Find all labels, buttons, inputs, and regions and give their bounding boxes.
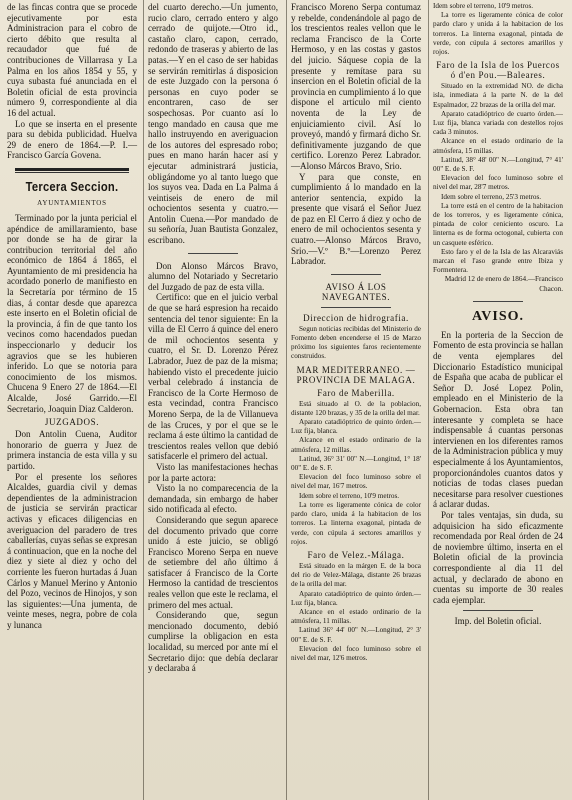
paragraph: En la porteria de la Seccion de Fomento de esta provincia se hallan de venta ejemplares del Diccionario Estadístico municipal de España que acaba de publicar el Señor D. José Lopez Polin, empleado en el Ministerio de la Gobernacion. Esta obra tan interesante y completa se hace indispensable á cuantas personas intervienen en los diferentes ramos de la Administracion pública y muy especialmente á los Ayuntamientos, proporcionándoles cuantos datos y noticias de todas clases puedan necesitarse para resolver cuestiones á aclarar dudas.: [433, 329, 563, 510]
paragraph: Francisco Moreno Serpa contumaz y rebelde, condenándole al pago de los trescientos reales vellon que le reclama Francisco de la Corte Hermoso, y en las costas y gastos del juicio. Sáquese copia de la presente y remítase para su insercion en el Boletin oficial de la provincia en cumplimiento á lo que dispone el artículo mil ciento noventa de la Ley de enjuiciamiento civil. Así lo proveyó, mandó y firmará dicho Sr. definitivamente juzgando de que certifico. Lorenzo Perez Labrador.—Alonso Márcos Bravo, Srio.: [291, 2, 421, 171]
imprint: Imp. del Boletin oficial.: [454, 616, 542, 627]
aviso-title: AVISO.: [471, 308, 525, 324]
paragraph: La torre está en el centro de la habitacion de los torreros, y es ligeramente cónica, pintada de color ceniciento oscuro. La linterna es de forma octogonal, cubierta con un casquete esférico.: [433, 201, 563, 247]
separator: [321, 307, 391, 308]
direccion-heading: Direccion de hidrografia.: [303, 312, 409, 323]
paragraph: Por el presente los señores Alcaldes, guardia civil y demas dependientes de la administracion de justicia se servirán practicar activas y eficaces diligencias en averiguacion del paradero de tres caballerías, cuyas señas se expresan á continuacion, que en la noche del diez y siete al diez y ocho del corriente les fueron hurtadas á Juan Cárlos y Manuel Merino y Antonio del Pozo, vecinos de Hinojos, y son las siguientes:—Una jumenta, de veinte meses, negra, pobre de cola y lunanca: [7, 471, 137, 630]
juzgados-heading: JUZGADOS.: [44, 417, 100, 428]
paragraph: Situado en la extremidad NO. de dicha isla, inmediata á la parte N. de la del Espalmador, 22 brazas de la orilla del mar.: [433, 82, 563, 109]
section-title: Tercera Seccion.: [25, 178, 119, 194]
paragraph: Segun noticias recibidas del Ministerio de Fomento deben encenderse el 15 de Marzo próximo los siguientes faros recientemente construidos.: [291, 324, 421, 361]
section-rule: [15, 172, 129, 173]
paragraph: Aparato catadióptrico de quinto órden.—Luz fija, blanca.: [291, 589, 421, 607]
column-1: [4, 0, 140, 800]
paragraph: Alcance en el estado ordinario de la atmósfera, 11 millas.: [291, 607, 421, 626]
paragraph: Considerando que segun aparece del documento privado que corre unido á este juicio, se obligó Francisco Moreno Serpa en nueve de setiembre del año último á satisfacer á Francisco de la Corte Hermoso la cantidad de trescientos reales vellon que este le reclama, el primero del mes actual.: [148, 514, 278, 610]
paragraph: Aparato catadióptrico de quinto órden.—Luz fija, blanca.: [291, 418, 421, 436]
paragraph: Está situado al O. de la poblacion, distante 120 brazas, y 35 de la orilla del mar.: [291, 399, 421, 417]
paragraph: Lo que se inserta en el presente para su debida publicidad. Huelva 29 de enero de 1864.—P. I.—Francisco García Govena.: [7, 118, 137, 161]
paragraph: Idem sobre el terreno, 25'3 metros.: [441, 192, 542, 201]
paragraph: Idem sobre el terreno, 10'9 metros.: [299, 491, 400, 500]
paragraph: Considerando que, segun mencionado documento, debió cumplirse la obligacion en esta localidad, su merced por ante mí el Secretario dijo: que debía declarar y declaraba á: [148, 610, 278, 674]
separator: [188, 253, 238, 254]
paragraph: Latitud 36° 44' 00" N.—Longitud, 2° 3' 00" E. de S. F.: [291, 626, 421, 644]
paragraph: Aparato catadióptrico de cuarto órden.—Luz fija, blanca variada con destellos rojos cada 3 minutos.: [433, 109, 563, 137]
column-3: [288, 0, 424, 800]
column-4: [430, 0, 566, 800]
paragraph: Alcance en el estado ordinario de la atmósfera, 12 millas.: [291, 436, 421, 454]
paragraph: Visto la no comparecencia de la demandada, sin embargo de haber sido notificada al efecto.: [148, 483, 278, 515]
column-rule: [286, 0, 287, 800]
paragraph: Esto faro y el de la Isla de las Alcaraviás marcan el l'aso grande entre Ibiza y Formentera.: [433, 247, 563, 275]
paragraph: Idem sobre el terreno, 10'9 metros.: [433, 2, 534, 10]
paragraph: Terminado por la junta pericial el apéndice de amillaramiento, base por donde se ha de girar la contribucion territorial del año económico de 1864 á 1865, el Ayuntamiento de mi presidencia ha acordado ponerlo de manifiesto en la Secretaría por término de 15 dias, á contar desde que aparezca este inserto en el Boletin oficial de la provincia, á fin de que tanto los vecinos como hacendados puedan inspeccionarlo y deducir los agravios que se les hubieren inferido. Lo que se notoria para conocimiento de los mismos. Chucena 9 Enero 27 de 1864.—El Alcalde, José Garrido.—El Secretario, Joaquin Diaz Calderon.: [7, 212, 137, 414]
paragraph: Latitud, 38° 48' 00" N.—Longitud, 7° 41' 00" E. de S. F.: [433, 155, 563, 174]
paragraph: de las fincas contra que se procede ejecutivamente por esta Administracion para el cobro de cierto débito que resulta al recaudador que fué de contribuciones de Villarrasa y La Palma en los años 1854 y 55, y cuya subasta fué anunciada en el Boletin oficial de esta provincia número 9, correspondiente al dia 16 del actual.: [7, 2, 137, 118]
paragraph: Don Alonso Márcos Bravo, alumno del Notariado y Secretario del Juzgado de paz de esta villa.: [148, 260, 278, 292]
paragraph: del cuarto derecho.—Un jumento, rucio claro, cerrado entero y algo cerrado de quijote.—Otro id., castaño claro, capon, cerrado, redondo de traseras y abierto de las patas.—Y en el caso de ser habidas se servirán remitirlas á disposicion de este Juzgado con la persona ó personas en cuyo poder se encontraren, caso de ser sospechosas. Por cuanto así lo tengo mandado en causa que me hallo instruyendo en averiguacion de los autores del espresado robo; pues en mano harán hacer así y ejecutar administrará justicia, obligándome yo al tanto luego que los suyos vea. Dada en La Palma á veintiseis de enero de mil ochocientos sesenta y cuatro.—Antolin Cuena.—Por mandado de su señoría, Juan Bautista Gonzalez, escribano.: [148, 2, 278, 246]
faro-heading: Faro de Velez.-Málaga.: [307, 549, 405, 560]
paragraph: Don Antolin Cuena, Auditor honorario de guerra y Juez de primera instancia de esta villa y su partido.: [7, 429, 137, 471]
ayuntamientos-heading: AYUNTAMIENTOS: [37, 198, 107, 207]
paragraph: Por tales ventajas, sin duda, su adquisicion ha sido eficazmente recomendada por Real órden de 24 de noviembre último, inserta en el Boletin oficial de la provincia correspondiente al dia 11 del actual, y declarado de abono en cuentas su importe de 30 reales cada ejemplar.: [433, 509, 563, 605]
paragraph: Elevacion del foco luminoso sobre el nivel del mar, 12'6 metros.: [291, 644, 421, 662]
column-2: [145, 0, 281, 800]
paragraph: Y para que conste, en cumplimiento á lo mandado en la anterior sentencia, expido la presente que visará el Señor Juez de paz en El Cerro á diez y ocho de enero de mil ochocientos sesenta y cuatro.—Alonso Márcos Bravo, Srio.—V.º B.º—Lorenzo Perez Labrador.: [291, 171, 421, 267]
column-rule: [143, 0, 144, 800]
separator: [331, 274, 381, 275]
paragraph: Elevacion del foco luminoso sobre el nivel del mar, 16'7 metros.: [291, 473, 421, 491]
paragraph: La torre es ligeramente cónica de color pardo claro y unida á la habitacion de los torreros. La linterna exagonal, pintada de verde, con cúpula á sectores amarillos y rojos.: [433, 11, 563, 57]
column-rule: [428, 0, 429, 800]
paragraph: La torre es ligeramente cónica de color pardo claro, unida á la habitacion de los torreros. La linterna exagonal, pintada de verde, con cúpula á sectores amarillos y rojos.: [291, 500, 421, 546]
paragraph: Elevacion del foco luminoso sobre el nivel del mar, 28'7 metros.: [433, 174, 563, 192]
paragraph: Alcance en el estado ordinario de la atmósfera, 15 millas.: [433, 137, 563, 155]
paragraph: Certifico: que en el juicio verbal de que se hará espresion ha recaido sentencia del tenor siguiente: En la villa de El Cerro á quince del enero de mil ochocientos sesenta y cuatro, el Sr. D. Lorenzo Pérez Labrador, Juez de paz de la misma; habiendo visto el precedente juicio verbal celebrado á instancia de Francisco de la Corte Hermoso de esta vecindad, contra Francisco Moreno Serpa, de la de Villanueva de las Cruces, y por el que se le reclama á este último la cantidad de trescientos reales vellon que debió satisfacerle el primero del actual.: [148, 292, 278, 462]
paragraph: Está situado en la márgen E. de la boca del rio de Velez-Málaga, distante 26 brazas de la orilla del mar.: [291, 561, 421, 589]
paragraph: Visto las manifestaciones hechas por la parte actora:: [148, 461, 278, 483]
faro-heading: Faro de Maberilla.: [317, 387, 395, 398]
separator: [463, 610, 533, 611]
avisos-heading: AVISO Á LOS NAVEGANTES.: [321, 281, 391, 302]
signature: Madrid 12 de enero de 1864.—Francisco Chacon.: [444, 275, 563, 293]
paragraph: Latitud, 36° 31' 00" N.—Longitud, 1° 18' 00" E. de S. F.: [291, 454, 421, 473]
mar-heading: MAR MEDITERRANEO. —PROVINCIA DE MALAGA.: [296, 364, 416, 385]
section-rule: [15, 168, 129, 171]
faro-heading: Faro de la Isla de los Puercos ó d'en Pou.—Baleares.: [436, 60, 560, 81]
separator: [473, 301, 523, 302]
